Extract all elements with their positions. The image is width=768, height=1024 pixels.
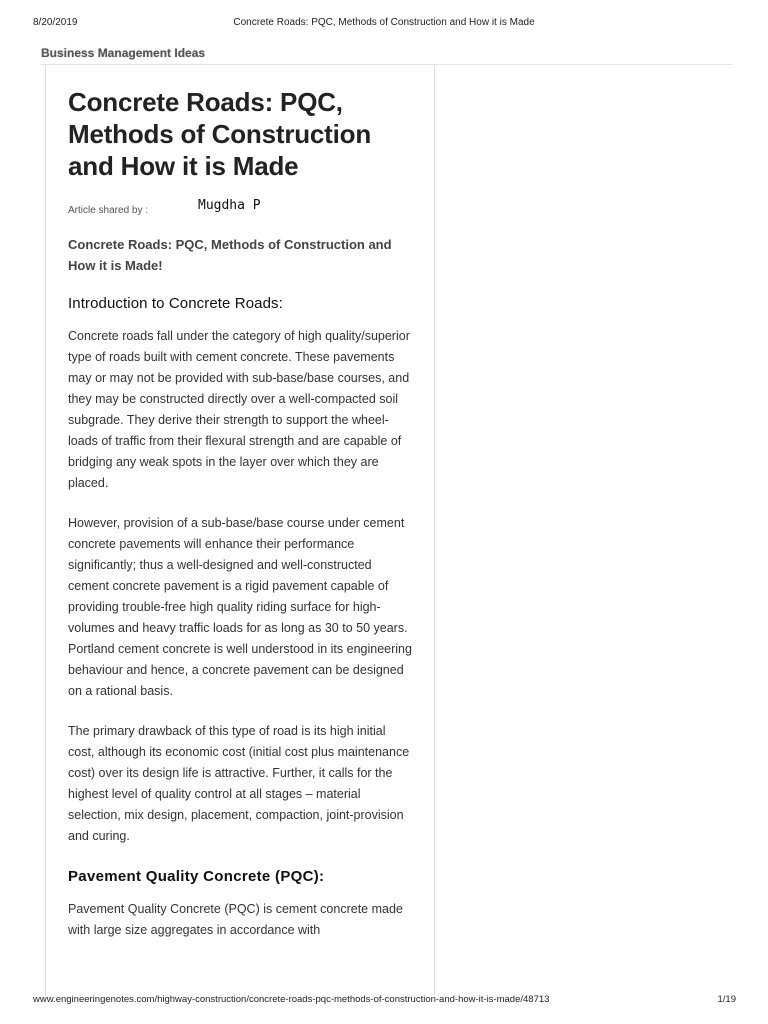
- article-title: Concrete Roads: PQC, Methods of Construction and How it is Made: [68, 87, 372, 181]
- print-header: [0, 17, 768, 31]
- intro-heading: Introduction to Concrete Roads:: [68, 295, 283, 312]
- article-content: [68, 86, 413, 941]
- paragraph: Pavement Quality Concrete (PQC) is cement concrete made with large size aggregates in accordance with: [68, 902, 403, 937]
- article-lead: Concrete Roads: PQC, Methods of Construction and How it is Made!: [68, 237, 392, 273]
- page-number: 1/19: [717, 994, 736, 1005]
- paragraph: Concrete roads fall under the category of high quality/superior type of roads built with cement concrete. These pavements may or may not be provided with sub-base/base courses, and they may be constructed directly over a well-compacted soil subgrade. They derive their strength to support the wheel-loads of traffic from their flexural strength and are capable of bridging any weak spots in the layer over which they are placed.: [68, 329, 410, 490]
- byline: [68, 200, 413, 222]
- pqc-heading: Pavement Quality Concrete (PQC):: [68, 868, 325, 885]
- paragraph: The primary drawback of this type of road is its high initial cost, although its economic cost (initial cost plus maintenance cost) over its design life is attractive. Further, it calls for the highest level of quality control at all stages – material selection, mix design, placement, compaction, joint-provision and curing.: [68, 724, 410, 843]
- site-name[interactable]: Business Management Ideas: [41, 46, 206, 60]
- byline-label: Article shared by :: [68, 205, 149, 216]
- author-name: Mugdha P: [198, 198, 261, 213]
- print-date: 8/20/2019: [33, 17, 78, 28]
- paragraph: However, provision of a sub-base/base course under cement concrete pavements will enhance their performance significantly; thus a well-designed and well-constructed cement concrete pavement is a rigid pavement capable of providing trouble-free high quality riding surface for high-volumes and heavy traffic loads for as long as 30 to 50 years. Portland cement concrete is well understood in its engineering behaviour and hence, a concrete pavement can be designed on a rational basis.: [68, 516, 412, 698]
- page-url: www.engineeringenotes.com/highway-construction/concrete-roads-pqc-methods-of-construction-and-how-it-is-made/48713: [33, 994, 550, 1005]
- print-title: Concrete Roads: PQC, Methods of Construction and How it is Made: [233, 17, 535, 28]
